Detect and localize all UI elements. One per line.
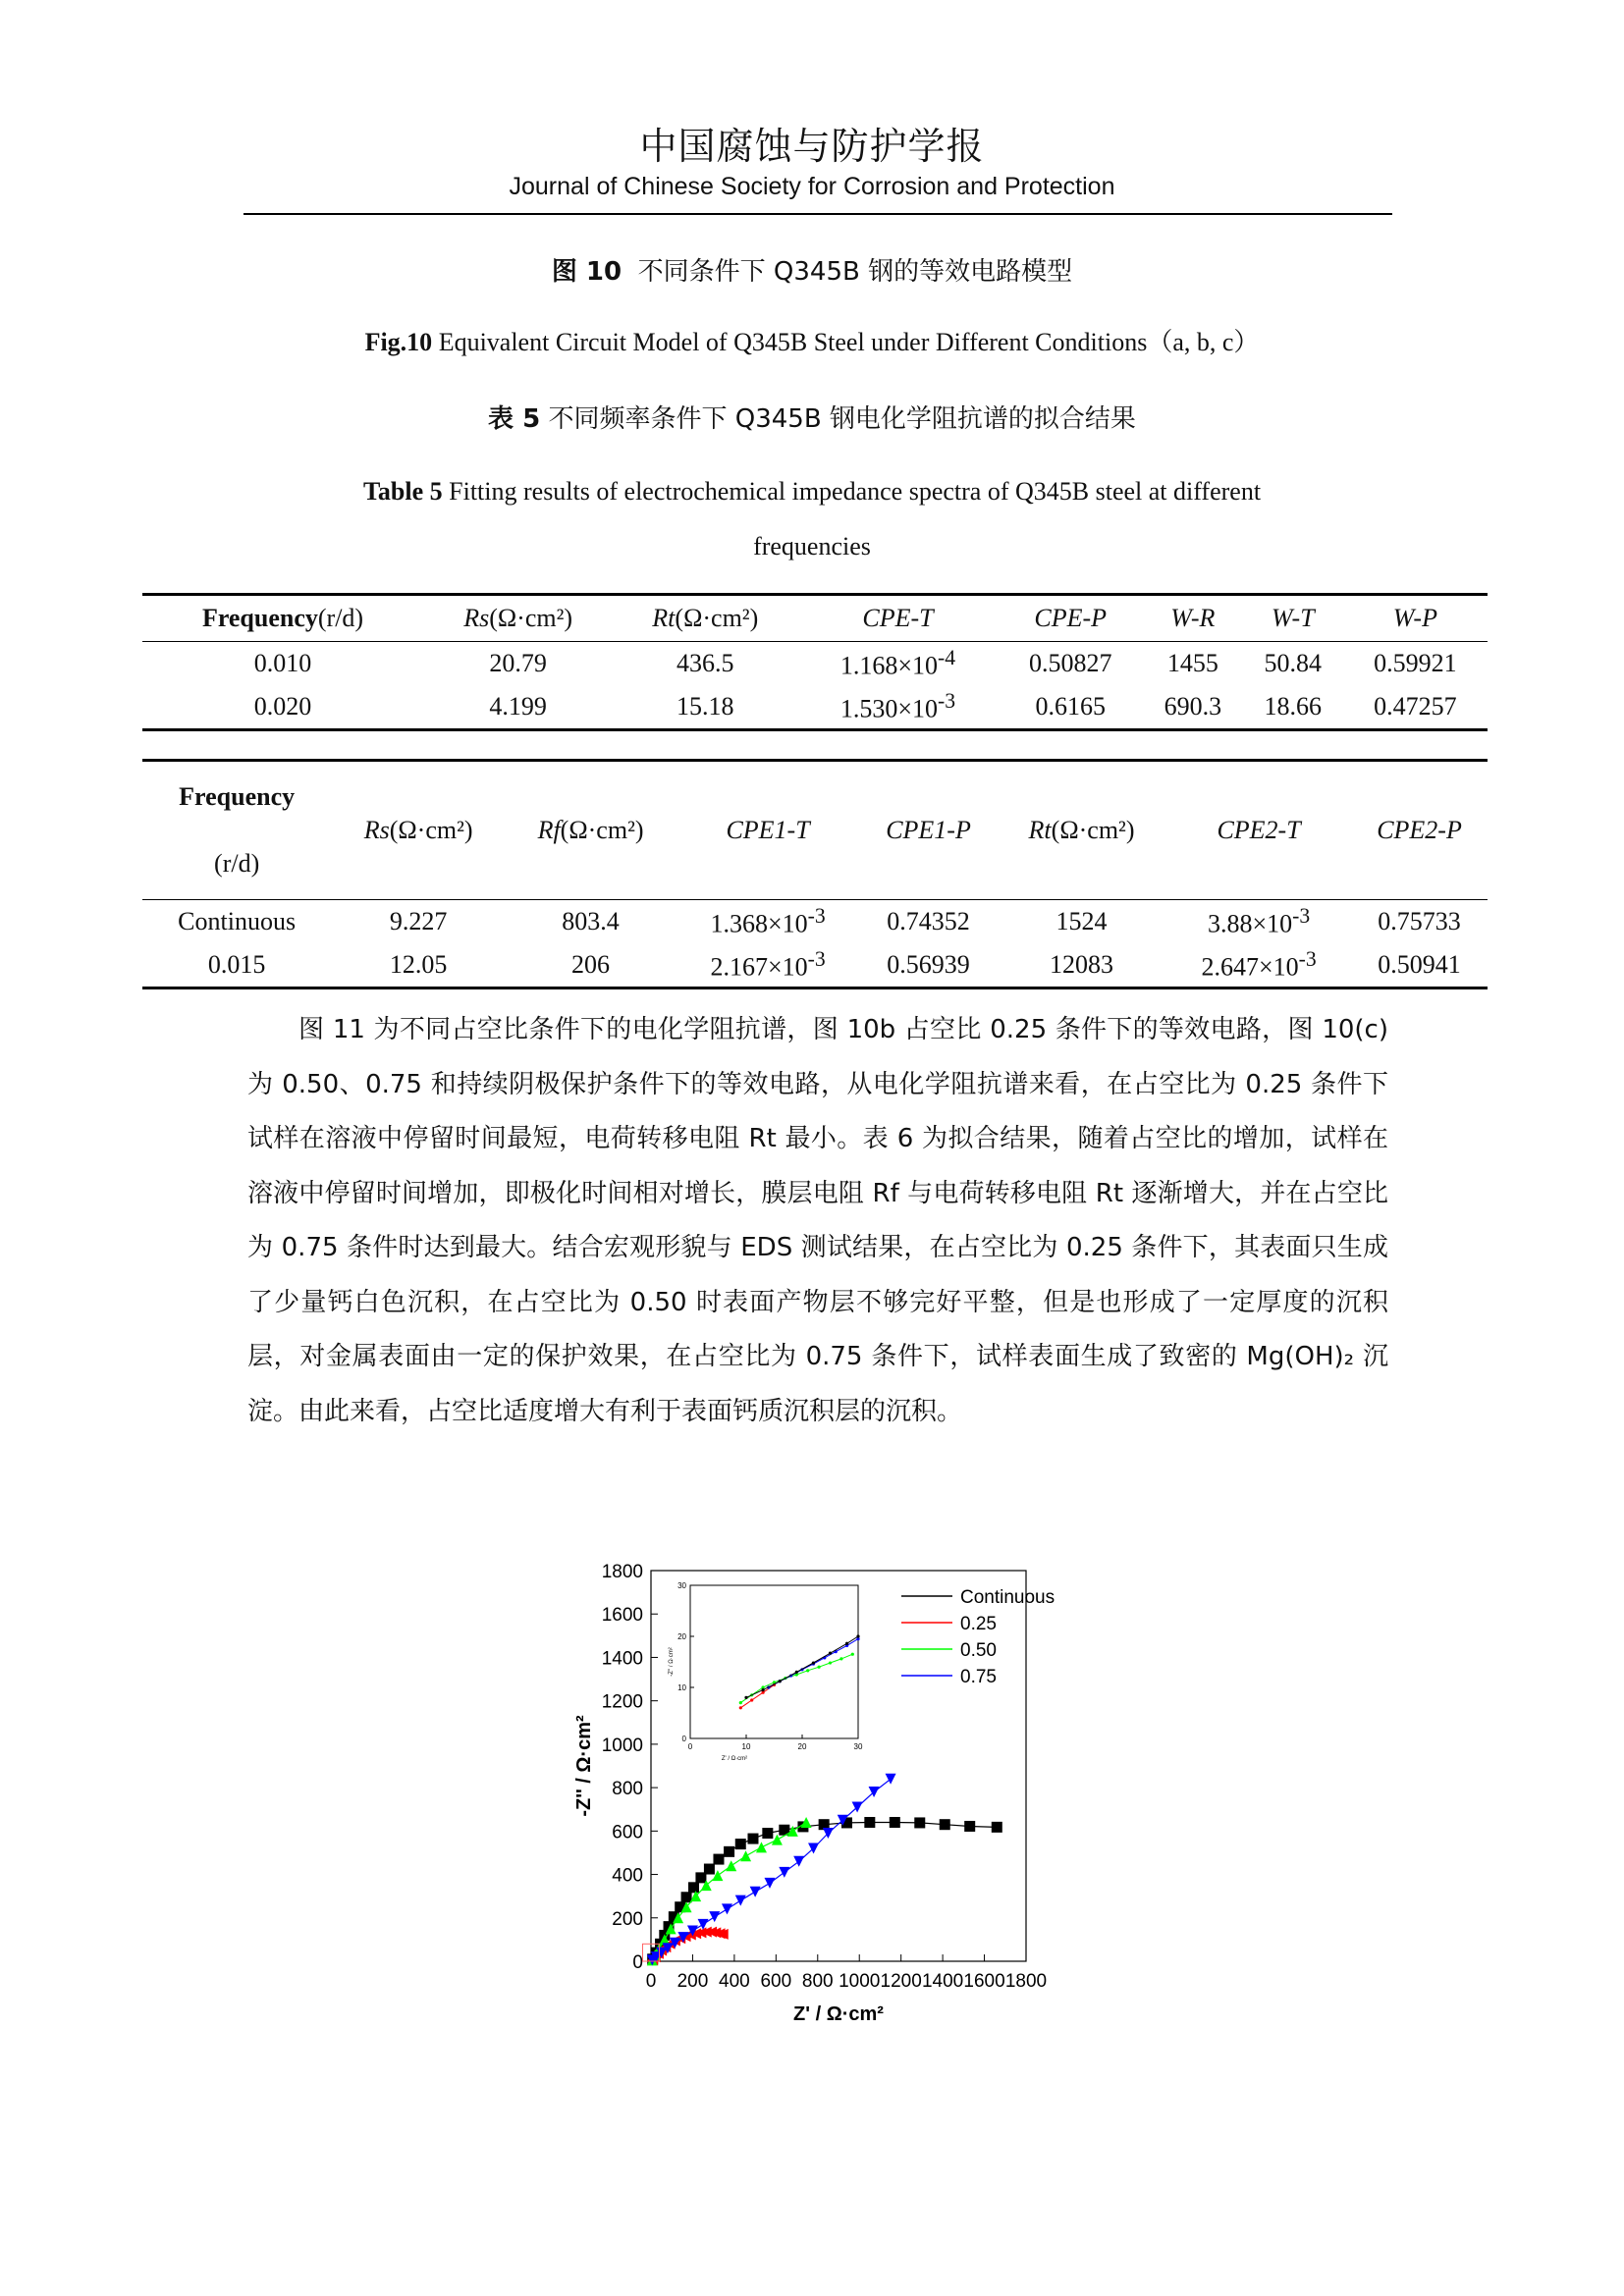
inset-y-axis-label: -Z'' / Ω·cm² — [669, 1647, 675, 1677]
col-cpe-p: CPE-P — [999, 595, 1143, 642]
data-point — [890, 1817, 900, 1828]
inset-y-tick-label: 20 — [677, 1632, 686, 1641]
data-point — [886, 1774, 896, 1785]
table-cell: 0.50827 — [1028, 649, 1112, 678]
table-cell: 0.74352 — [887, 907, 970, 936]
inset-data-point — [829, 1652, 832, 1655]
x-tick-label: 800 — [801, 1971, 834, 1992]
table-cell: 0.6165 — [1035, 692, 1106, 721]
col-cpe1-p: CPE1-P — [860, 761, 997, 900]
table-cell: 12.05 — [389, 950, 448, 980]
col-w-t: W-T — [1243, 595, 1343, 642]
y-tick-label: 1600 — [601, 1605, 643, 1627]
table-cell: 15.18 — [677, 692, 734, 721]
inset-data-point — [829, 1661, 832, 1664]
x-tick-label: 200 — [677, 1971, 709, 1992]
inset-data-point — [739, 1706, 742, 1709]
table-cell: 206 — [571, 950, 611, 980]
header-rule — [244, 213, 1392, 215]
x-tick-label: 1400 — [921, 1971, 964, 1992]
inset-x-tick-label: 20 — [797, 1742, 807, 1751]
inset-data-point — [750, 1698, 753, 1701]
table-cell: $1.168\times 10^{-4}$ — [839, 646, 956, 681]
inset-x-axis-label: Z' / Ω·cm² — [721, 1756, 748, 1762]
col-cpe-t: CPE-T — [797, 595, 998, 642]
table-cell: 4.199 — [489, 692, 547, 721]
x-tick-label: 0 — [645, 1971, 657, 1992]
table-cell: 0.59921 — [1374, 649, 1457, 678]
table-cell: 0.020 — [253, 692, 312, 721]
table5-caption-en-line2: frequencies — [753, 532, 871, 561]
fig10-caption-en — [0, 322, 1624, 358]
data-point — [704, 1864, 715, 1875]
journal-subtitle: Journal of Chinese Society for Corrosion and Protection — [509, 173, 1115, 200]
table-cell: 20.79 — [489, 649, 547, 678]
table5-caption-en-line1 — [0, 477, 1624, 507]
table5-en-label: Table 5 — [362, 477, 443, 506]
data-point — [735, 1839, 746, 1849]
col-rf: Rf(Ω·cm²) — [506, 761, 676, 900]
inset-y-tick-label: 30 — [677, 1581, 686, 1590]
inset-data-point — [851, 1653, 854, 1656]
inset-y-tick-label: 10 — [677, 1683, 686, 1692]
data-point — [735, 1896, 746, 1906]
table-row — [142, 900, 1488, 944]
col-w-p: W-P — [1343, 595, 1488, 642]
inset-y-tick-label: 0 — [681, 1735, 686, 1743]
table-cell: 0.010 — [253, 649, 312, 678]
journal-title: 中国腐蚀与防护学报 — [639, 125, 985, 168]
table-row — [142, 944, 1488, 988]
fig10-en-label: Fig.10 — [364, 328, 433, 356]
y-tick-label: 1800 — [601, 1562, 643, 1582]
table-6 — [142, 759, 1488, 989]
table-cell: 0.015 — [207, 950, 266, 980]
data-point — [747, 1834, 758, 1844]
data-point — [779, 1867, 789, 1878]
inset-x-tick-label: 10 — [741, 1742, 751, 1751]
x-tick-label: 1200 — [880, 1971, 922, 1992]
x-axis-label: Z' / Ω·cm² — [793, 2003, 884, 2025]
body-paragraph: 图 11 为不同占空比条件下的电化学阻抗谱，图 10b 占空比 0.25 条件下的等效电路，图 10(c)为 0.50、0.75 和持续阴极保护条件下的等效电路，从电化学阻抗谱来看，在占空比为 0.25 条件下试样在溶液中停留时间最短，电荷转移电阻 Rt 最小。表 6 为拟合结果，随着占空比的增加，试样在溶液中停留时间增加，即极化时间相对增长，膜层电阻 Rf 与电荷转移电阻 Rt 逐渐增大，并在占空比为 0.75 条件时达到最大。结合宏观形貌与 EDS 测试结果，在占空比为 0.25 条件下，其表面只生成了少量钙白色沉积，在占空比为 0.50 时表面产物层不够完好平整，但是也形成了一定厚度的沉积层，对金属表面由一定的保护效果，在占空比为 0.75 条件下，试样表面生成了致密的 Mg(OH)₂ 沉淀。由此来看，占空比适度增大有利于表面钙质沉积层的沉积。 — [247, 1015, 1388, 1426]
legend-label: 0.75 — [960, 1667, 997, 1687]
inset-data-point — [818, 1666, 821, 1669]
col-rs: Rs(Ω·cm²) — [423, 595, 613, 642]
x-tick-label: 1600 — [963, 1971, 1005, 1992]
inset-data-point — [845, 1642, 848, 1645]
fig10-caption-cn — [0, 251, 1624, 288]
table-row — [142, 686, 1488, 730]
table-cell: 1524 — [1056, 907, 1108, 936]
inset-data-point — [744, 1696, 747, 1699]
data-point — [722, 1903, 732, 1914]
fig10-cn-label: 图 10 — [551, 257, 623, 287]
y-tick-label: 1400 — [601, 1648, 643, 1670]
legend-label: 0.50 — [960, 1640, 997, 1661]
y-tick-label: 200 — [612, 1908, 643, 1930]
table5-caption-cn — [0, 399, 1624, 435]
table-cell: 803.4 — [562, 907, 620, 936]
table-cell: $2.647\times 10^{-3}$ — [1201, 947, 1317, 983]
table-cell: 0.50941 — [1378, 950, 1461, 980]
inset-data-point — [806, 1669, 809, 1672]
table-cell: Continuous — [178, 907, 297, 936]
table-cell: $3.88\times 10^{-3}$ — [1207, 904, 1311, 939]
data-point — [709, 1911, 720, 1922]
data-point — [764, 1878, 775, 1889]
inset-x-tick-label: 0 — [687, 1742, 693, 1751]
table5-cn-text: 不同频率条件下 Q345B 钢电化学阻抗谱的拟合结果 — [548, 404, 1136, 434]
inset-data-point — [812, 1661, 815, 1664]
x-tick-label: 400 — [719, 1971, 750, 1992]
data-point — [698, 1919, 709, 1930]
col-rt: Rt(Ω·cm²) — [613, 595, 797, 642]
col-cpe2-t: CPE2-T — [1166, 761, 1351, 900]
col-w-r: W-R — [1143, 595, 1243, 642]
col-cpe1-t: CPE1-T — [676, 761, 860, 900]
x-tick-label: 1800 — [1004, 1971, 1048, 1992]
inset-x-tick-label: 30 — [853, 1742, 863, 1751]
table-header-row — [142, 595, 1488, 642]
table-cell: 0.75733 — [1378, 907, 1461, 936]
table-row — [142, 642, 1488, 686]
x-tick-label: 1000 — [839, 1971, 881, 1992]
table-header-row — [142, 761, 1488, 900]
legend-label: 0.25 — [960, 1614, 997, 1634]
data-point — [940, 1819, 950, 1830]
series-fit-line — [653, 1823, 998, 1959]
data-point — [964, 1821, 975, 1832]
col-frequency: Frequency (r/d) — [142, 761, 331, 900]
table-cell: 0.56939 — [887, 950, 970, 980]
table-cell: 436.5 — [677, 649, 734, 678]
col-cpe2-p: CPE2-P — [1351, 761, 1488, 900]
table-5 — [142, 593, 1488, 731]
table-cell: 9.227 — [389, 907, 448, 936]
col-rs: Rs(Ω·cm²) — [331, 761, 506, 900]
table-cell: $1.368\times 10^{-3}$ — [710, 904, 826, 939]
y-axis-label: -Z'' / Ω·cm² — [573, 1715, 595, 1817]
table-cell: 18.66 — [1264, 692, 1322, 721]
data-point — [724, 1846, 734, 1857]
x-tick-label: 600 — [760, 1971, 792, 1992]
table-cell: 12083 — [1050, 950, 1114, 980]
table-cell: 690.3 — [1164, 692, 1222, 721]
y-tick-label: 1000 — [601, 1735, 643, 1756]
legend-label: Continuous — [960, 1587, 1056, 1608]
table5-cn-label: 表 5 — [488, 404, 541, 434]
data-point — [681, 1892, 692, 1902]
col-frequency: Frequency(r/d) — [142, 595, 423, 642]
inset-data-point — [779, 1680, 782, 1682]
data-point — [914, 1817, 925, 1828]
eis-nyquist-chart — [530, 1551, 1139, 2032]
data-point — [688, 1882, 699, 1893]
inset-data-point — [739, 1701, 742, 1704]
data-point — [740, 1850, 751, 1861]
inset-data-point — [795, 1671, 798, 1674]
data-point — [726, 1860, 736, 1871]
data-point — [750, 1887, 761, 1897]
table-cell: 50.84 — [1264, 649, 1322, 678]
fig10-cn-text: 不同条件下 Q345B 钢的等效电路模型 — [637, 257, 1073, 287]
data-point — [992, 1822, 1002, 1833]
y-tick-label: 800 — [612, 1779, 643, 1800]
fig10-en-text: Equivalent Circuit Model of Q345B Steel under Different Conditions（a, b, c） — [438, 328, 1260, 356]
y-tick-label: 400 — [612, 1865, 643, 1887]
table-cell: 0.47257 — [1374, 692, 1457, 721]
data-point — [864, 1817, 875, 1828]
table5-en-text: Fitting results of electrochemical impedance spectra of Q345B steel at different — [449, 477, 1262, 506]
col-rt: Rt(Ω·cm²) — [997, 761, 1166, 900]
data-point — [762, 1828, 773, 1839]
table-cell: 1455 — [1166, 649, 1218, 678]
data-point — [772, 1835, 783, 1845]
y-tick-label: 1200 — [601, 1691, 643, 1713]
inset-data-point — [762, 1688, 765, 1691]
inset-data-point — [839, 1657, 842, 1660]
inset-data-point — [856, 1634, 859, 1637]
table-cell: $1.530\times 10^{-3}$ — [839, 689, 956, 724]
table-cell: $2.167\times 10^{-3}$ — [710, 947, 826, 983]
y-tick-label: 600 — [612, 1822, 643, 1843]
data-point — [793, 1856, 804, 1867]
y-tick-label: 0 — [632, 1952, 643, 1973]
data-point — [713, 1854, 724, 1865]
